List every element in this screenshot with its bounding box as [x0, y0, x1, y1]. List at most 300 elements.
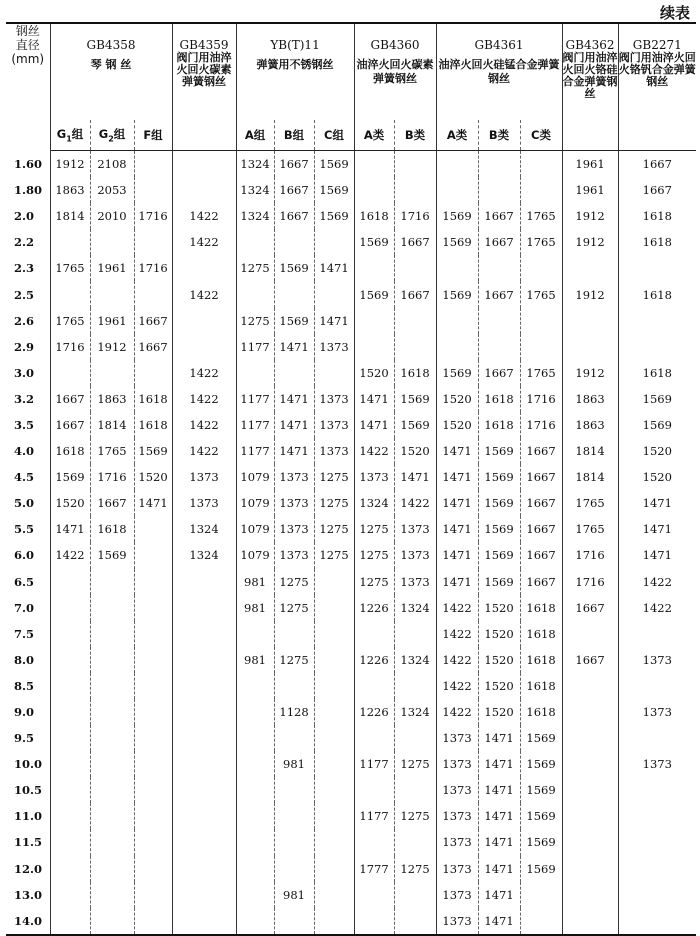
group-name: 阀门用油淬火回火碳素弹簧钢丝 — [176, 51, 232, 88]
strength-cell: 1275 — [314, 490, 354, 516]
strength-cell: 1520 — [642, 444, 672, 459]
diameter-cell: 2.3 — [6, 255, 50, 281]
strength-cell: 1618 — [520, 621, 562, 647]
strength-cell: 1667 — [520, 464, 562, 490]
strength-cell — [236, 751, 274, 777]
strength-cell: 1177 — [236, 334, 274, 360]
strength-cell — [134, 673, 172, 699]
strength-cell — [50, 360, 90, 386]
strength-cell: 1520 — [354, 360, 394, 386]
strength-cell — [134, 803, 172, 829]
strength-cell — [562, 751, 618, 777]
table-row — [6, 777, 696, 803]
strength-cell: 1373 — [274, 542, 314, 568]
strength-cell: 1422 — [436, 673, 478, 699]
strength-cell: 1373 — [394, 569, 436, 595]
strength-cell: 1177 — [354, 803, 394, 829]
strength-cell — [90, 829, 134, 855]
strength-cell: 1422 — [436, 699, 478, 725]
strength-cell: 1863 — [562, 412, 618, 438]
strength-cell — [134, 908, 172, 935]
strength-cell: 1569 — [354, 229, 394, 255]
strength-cell — [520, 177, 562, 203]
subgroup-header: B组 — [274, 120, 314, 151]
strength-cell: 1569 — [394, 412, 436, 438]
strength-cell — [134, 542, 172, 568]
strength-cell: 1863 — [562, 386, 618, 412]
strength-cell: 1275 — [394, 803, 436, 829]
strength-cell — [314, 281, 354, 307]
table-row — [6, 360, 696, 386]
strength-cell: 1471 — [436, 438, 478, 464]
strength-cell: 1324 — [354, 490, 394, 516]
group-name: 油淬火回火硅锰合金弹簧钢丝 — [438, 58, 560, 85]
strength-cell — [172, 803, 236, 829]
strength-cell: 1569 — [520, 725, 562, 751]
strength-cell — [314, 908, 354, 935]
strength-cell: 1569 — [478, 516, 520, 542]
group-gb4362 — [562, 23, 618, 120]
strength-cell — [436, 177, 478, 203]
strength-cell — [50, 908, 90, 935]
strength-cell: 1912 — [50, 151, 90, 178]
strength-cell — [50, 777, 90, 803]
subgroup-header: C类 — [520, 120, 562, 151]
strength-cell — [172, 908, 236, 935]
strength-cell — [50, 229, 90, 255]
strength-cell: 1765 — [520, 229, 562, 255]
strength-cell: 1618 — [50, 438, 90, 464]
strength-cell: 1618 — [642, 287, 672, 302]
strength-cell: 1373 — [172, 464, 236, 490]
strength-cell — [618, 803, 696, 829]
table-row — [6, 308, 696, 334]
strength-cell: 1422 — [172, 229, 236, 255]
strength-cell — [172, 595, 236, 621]
strength-cell — [90, 803, 134, 829]
strength-cell: 1716 — [134, 255, 172, 281]
strength-cell — [520, 308, 562, 334]
strength-cell — [314, 699, 354, 725]
strength-cell: 1373 — [436, 856, 478, 882]
diameter-header — [6, 23, 50, 151]
strength-cell — [618, 255, 696, 281]
strength-cell: 1667 — [642, 157, 672, 172]
strength-cell — [314, 229, 354, 255]
table-row — [6, 203, 696, 229]
strength-cell: 1765 — [520, 281, 562, 307]
diameter-cell: 4.0 — [6, 438, 50, 464]
strength-cell: 1373 — [436, 908, 478, 935]
strength-cell — [562, 829, 618, 855]
strength-cell — [274, 673, 314, 699]
strength-cell — [134, 856, 172, 882]
strength-cell — [618, 308, 696, 334]
strength-cell: 1814 — [562, 464, 618, 490]
strength-cell: 1569 — [642, 417, 672, 432]
diameter-cell: 2.5 — [6, 281, 50, 307]
strength-cell: 1275 — [236, 308, 274, 334]
strength-cell — [394, 151, 436, 178]
strength-cell — [134, 229, 172, 255]
table-row — [6, 229, 696, 255]
subgroup-header — [172, 120, 236, 151]
strength-cell: 1471 — [436, 569, 478, 595]
strength-cell — [134, 516, 172, 542]
strength-cell: 1569 — [478, 490, 520, 516]
strength-cell — [562, 882, 618, 908]
strength-cell: 1471 — [354, 412, 394, 438]
strength-cell — [134, 621, 172, 647]
strength-cell — [394, 725, 436, 751]
strength-cell — [314, 777, 354, 803]
table-row — [6, 647, 696, 673]
strength-cell — [436, 334, 478, 360]
strength-cell: 1275 — [274, 647, 314, 673]
strength-cell: 1422 — [436, 595, 478, 621]
diameter-cell: 3.5 — [6, 412, 50, 438]
table-row — [6, 490, 696, 516]
strength-cell — [436, 151, 478, 178]
subgroup-header: $G_2$组 — [90, 120, 134, 151]
strength-cell: 1422 — [172, 412, 236, 438]
strength-cell: 1520 — [478, 699, 520, 725]
strength-cell: 1912 — [562, 360, 618, 386]
strength-cell: 1667 — [50, 412, 90, 438]
strength-cell: 1618 — [134, 412, 172, 438]
strength-cell: 1716 — [394, 203, 436, 229]
strength-cell: 1765 — [562, 490, 618, 516]
strength-cell: 1471 — [478, 777, 520, 803]
strength-cell: 1471 — [478, 751, 520, 777]
strength-cell — [274, 360, 314, 386]
strength-cell: 1569 — [520, 803, 562, 829]
strength-cell: 1422 — [172, 281, 236, 307]
group-code: GB4358 — [86, 38, 136, 52]
strength-cell: 1520 — [134, 464, 172, 490]
strength-cell — [314, 360, 354, 386]
strength-cell — [172, 882, 236, 908]
table-row — [6, 255, 696, 281]
table-row — [6, 281, 696, 307]
subgroup-header: C组 — [314, 120, 354, 151]
strength-cell: 1667 — [394, 281, 436, 307]
table-row — [6, 803, 696, 829]
strength-cell — [50, 595, 90, 621]
strength-cell — [618, 908, 696, 935]
strength-cell: 1471 — [436, 516, 478, 542]
diameter-header-line3: (mm) — [11, 52, 45, 66]
diameter-cell: 1.80 — [6, 177, 50, 203]
strength-cell — [354, 334, 394, 360]
strength-cell: 1324 — [394, 647, 436, 673]
strength-cell: 1569 — [478, 464, 520, 490]
strength-cell: 1765 — [520, 360, 562, 386]
strength-cell — [354, 777, 394, 803]
strength-cell — [134, 777, 172, 803]
strength-cell: 1079 — [236, 516, 274, 542]
strength-cell: 1324 — [394, 699, 436, 725]
strength-cell — [236, 699, 274, 725]
group-ybt11 — [236, 23, 354, 120]
strength-cell: 1667 — [274, 151, 314, 178]
strength-cell: 1226 — [354, 699, 394, 725]
group-name: 琴 钢 丝 — [90, 58, 132, 71]
strength-cell: 1422 — [354, 438, 394, 464]
strength-cell — [134, 281, 172, 307]
diameter-cell: 8.5 — [6, 673, 50, 699]
strength-cell: 1765 — [50, 308, 90, 334]
strength-cell — [50, 281, 90, 307]
strength-cell: 1667 — [274, 203, 314, 229]
strength-cell: 1373 — [274, 490, 314, 516]
strength-cell — [50, 856, 90, 882]
strength-cell — [354, 151, 394, 178]
strength-cell — [172, 569, 236, 595]
strength-cell: 1275 — [314, 464, 354, 490]
strength-cell — [172, 725, 236, 751]
strength-cell — [314, 725, 354, 751]
strength-cell: 1716 — [90, 464, 134, 490]
strength-cell: 1520 — [642, 470, 672, 485]
strength-cell — [520, 908, 562, 935]
table-row — [6, 412, 696, 438]
strength-cell — [274, 725, 314, 751]
diameter-cell: 5.0 — [6, 490, 50, 516]
strength-cell: 1569 — [642, 391, 672, 406]
strength-cell: 1667 — [394, 229, 436, 255]
strength-cell: 1471 — [50, 516, 90, 542]
strength-cell — [562, 699, 618, 725]
strength-cell — [274, 281, 314, 307]
strength-cell: 1618 — [134, 386, 172, 412]
strength-cell — [354, 673, 394, 699]
diameter-cell: 4.5 — [6, 464, 50, 490]
diameter-cell: 6.5 — [6, 569, 50, 595]
diameter-cell: 3.0 — [6, 360, 50, 386]
diameter-cell: 2.9 — [6, 334, 50, 360]
strength-cell — [354, 255, 394, 281]
strength-cell — [90, 699, 134, 725]
strength-cell: 1569 — [520, 751, 562, 777]
strength-cell: 1667 — [520, 516, 562, 542]
strength-cell: 1275 — [394, 751, 436, 777]
table-row — [6, 464, 696, 490]
strength-cell: 1765 — [562, 516, 618, 542]
diameter-cell: 9.0 — [6, 699, 50, 725]
strength-cell — [236, 229, 274, 255]
strength-cell: 1422 — [172, 203, 236, 229]
strength-cell: 1569 — [354, 281, 394, 307]
table-row — [6, 829, 696, 855]
strength-cell — [562, 255, 618, 281]
strength-cell: 1716 — [134, 203, 172, 229]
strength-cell: 981 — [274, 751, 314, 777]
strength-cell: 1275 — [314, 542, 354, 568]
strength-cell: 1618 — [478, 386, 520, 412]
table-row — [6, 334, 696, 360]
subgroup-header: B类 — [394, 120, 436, 151]
strength-cell: 1373 — [172, 490, 236, 516]
strength-cell: 1422 — [642, 600, 672, 615]
strength-cell — [562, 856, 618, 882]
diameter-cell: 1.60 — [6, 151, 50, 178]
strength-cell — [354, 177, 394, 203]
strength-cell: 2108 — [90, 151, 134, 178]
strength-cell: 1275 — [314, 516, 354, 542]
strength-cell — [394, 777, 436, 803]
table-row — [6, 856, 696, 882]
strength-cell: 1569 — [274, 255, 314, 281]
group-name: 阀门用油淬火回火铬硅合金弹簧钢丝 — [562, 51, 618, 100]
strength-cell: 1177 — [236, 412, 274, 438]
subgroup-header: A类 — [354, 120, 394, 151]
strength-cell — [394, 255, 436, 281]
strength-cell: 1373 — [436, 829, 478, 855]
strength-cell: 1324 — [236, 151, 274, 178]
group-code: GB4361 — [474, 38, 524, 52]
strength-cell: 1569 — [478, 542, 520, 568]
strength-cell — [394, 334, 436, 360]
strength-cell: 1569 — [274, 308, 314, 334]
strength-cell — [236, 621, 274, 647]
strength-cell — [134, 751, 172, 777]
group-name: 弹簧用不锈钢丝 — [256, 58, 334, 71]
group-name: 油淬火回火碳素弹簧钢丝 — [356, 58, 434, 85]
strength-cell: 1128 — [274, 699, 314, 725]
strength-cell: 1569 — [436, 360, 478, 386]
strength-cell — [354, 308, 394, 334]
table-body — [6, 151, 696, 935]
group-name: 阀门用油淬火回火铬钒合金弹簧钢丝 — [618, 51, 696, 88]
strength-cell: 1716 — [50, 334, 90, 360]
strength-cell — [236, 829, 274, 855]
strength-cell — [236, 803, 274, 829]
diameter-cell: 14.0 — [6, 908, 50, 935]
strength-cell — [354, 621, 394, 647]
strength-cell: 1765 — [90, 438, 134, 464]
group-code: YB(T)11 — [270, 38, 320, 52]
spring-wire-strength-table — [6, 22, 696, 936]
strength-cell: 1667 — [134, 308, 172, 334]
subgroup-header: A类 — [436, 120, 478, 151]
table-row — [6, 151, 696, 178]
strength-cell: 1667 — [478, 229, 520, 255]
table-row — [6, 516, 696, 542]
strength-cell — [562, 777, 618, 803]
strength-cell — [314, 829, 354, 855]
strength-cell: 1961 — [90, 255, 134, 281]
strength-cell — [134, 647, 172, 673]
strength-cell — [50, 673, 90, 699]
strength-cell — [90, 229, 134, 255]
strength-cell — [562, 308, 618, 334]
strength-cell: 1373 — [314, 438, 354, 464]
table-row — [6, 569, 696, 595]
strength-cell — [172, 151, 236, 178]
strength-cell: 1079 — [236, 542, 274, 568]
group-gb4358 — [50, 23, 172, 120]
strength-cell: 1275 — [354, 516, 394, 542]
strength-cell — [274, 856, 314, 882]
strength-cell: 1667 — [50, 386, 90, 412]
table-row — [6, 177, 696, 203]
table-row — [6, 751, 696, 777]
strength-cell: 1569 — [520, 777, 562, 803]
strength-cell: 1569 — [90, 542, 134, 568]
strength-cell: 1777 — [354, 856, 394, 882]
strength-cell: 981 — [274, 882, 314, 908]
diameter-header-line1: 钢丝 — [15, 24, 40, 38]
strength-cell — [562, 803, 618, 829]
diameter-cell: 2.6 — [6, 308, 50, 334]
strength-cell — [236, 882, 274, 908]
strength-cell: 1814 — [90, 412, 134, 438]
diameter-cell: 9.5 — [6, 725, 50, 751]
strength-cell — [236, 856, 274, 882]
strength-cell — [90, 281, 134, 307]
diameter-cell: 10.0 — [6, 751, 50, 777]
strength-cell: 1471 — [314, 255, 354, 281]
diameter-cell: 10.5 — [6, 777, 50, 803]
strength-cell: 1373 — [436, 751, 478, 777]
strength-cell: 1324 — [394, 595, 436, 621]
strength-cell: 1667 — [520, 569, 562, 595]
diameter-cell: 11.0 — [6, 803, 50, 829]
strength-cell: 1471 — [478, 725, 520, 751]
strength-cell — [50, 699, 90, 725]
strength-cell — [172, 621, 236, 647]
strength-cell — [478, 334, 520, 360]
strength-cell: 1569 — [436, 203, 478, 229]
strength-cell: 1079 — [236, 490, 274, 516]
strength-cell: 1177 — [236, 438, 274, 464]
strength-cell: 1716 — [520, 412, 562, 438]
strength-cell — [562, 673, 618, 699]
strength-cell — [274, 829, 314, 855]
strength-cell — [90, 856, 134, 882]
strength-cell: 1373 — [436, 725, 478, 751]
strength-cell: 1716 — [562, 569, 618, 595]
strength-cell — [236, 725, 274, 751]
table-row — [6, 725, 696, 751]
subgroup-header: F组 — [134, 120, 172, 151]
strength-cell: 1520 — [478, 673, 520, 699]
strength-cell — [50, 725, 90, 751]
strength-cell — [478, 151, 520, 178]
table-row — [6, 908, 696, 935]
strength-cell: 1324 — [172, 542, 236, 568]
strength-cell: 1471 — [478, 803, 520, 829]
strength-cell — [274, 777, 314, 803]
strength-cell — [134, 360, 172, 386]
strength-cell: 1618 — [520, 699, 562, 725]
strength-cell: 1324 — [172, 516, 236, 542]
strength-cell — [90, 673, 134, 699]
strength-cell — [172, 334, 236, 360]
strength-cell: 1667 — [520, 490, 562, 516]
strength-cell — [478, 308, 520, 334]
strength-cell — [50, 803, 90, 829]
group-gb4360 — [354, 23, 436, 120]
strength-cell: 1765 — [520, 203, 562, 229]
strength-cell: 1471 — [436, 464, 478, 490]
strength-cell — [134, 725, 172, 751]
strength-cell — [618, 673, 696, 699]
table-row — [6, 386, 696, 412]
strength-cell — [436, 308, 478, 334]
strength-cell — [50, 647, 90, 673]
